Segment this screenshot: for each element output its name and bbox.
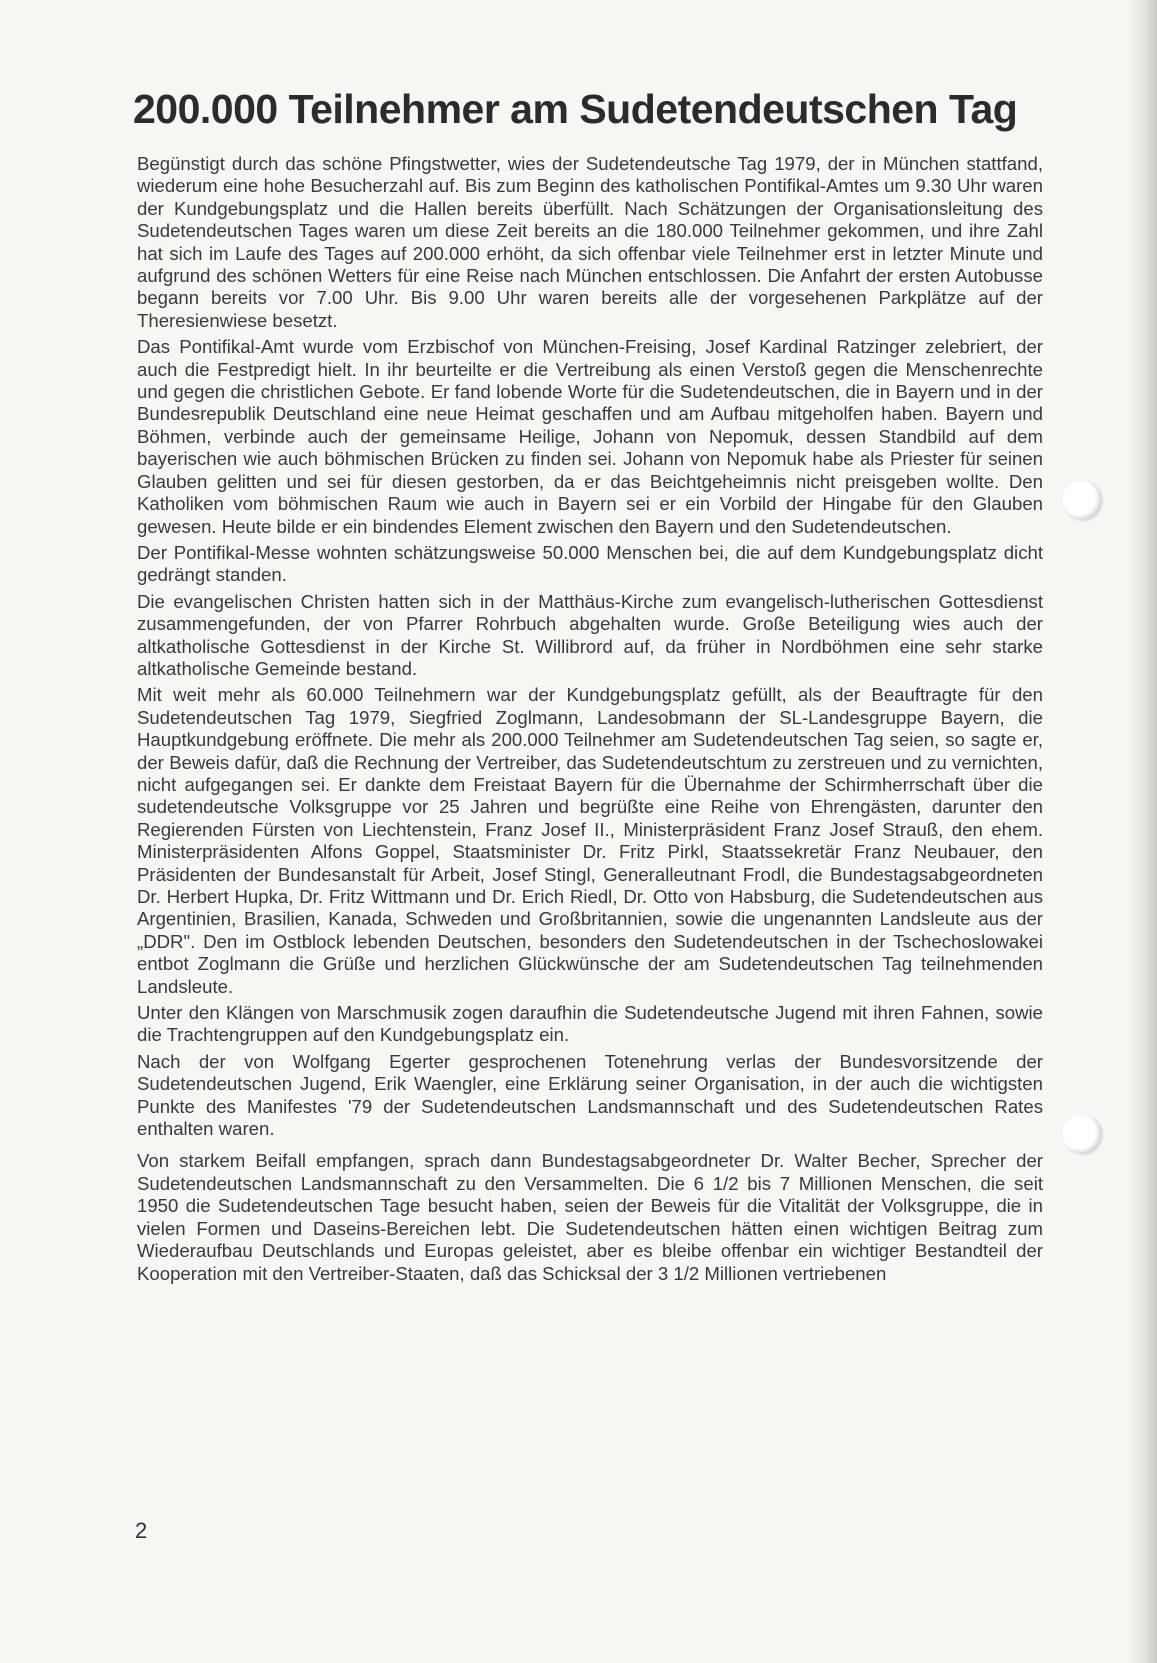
page-number: 2 — [135, 1518, 148, 1543]
paragraph-5: Mit weit mehr als 60.000 Teilnehmern war der Kundgebungsplatz gefüllt, als der Beauftragte für den Sudetendeutschen Tag 1979, Siegfried Zoglmann, Landesobmann der SL-Landesgruppe Bayern, die Hauptkundgebung eröffnete. Die mehr als 200.000 Teilnehmer am Sudetendeutschen Tag seien, so sagte er, der Beweis dafür, daß die Rechnung der Vertreiber, das Sudetendeutschtum zu zerstreuen und zu vernichten, nicht aufgegangen sei. Er dankte dem Freistaat Bayern für die Übernahme der Schirmherrschaft über die sudetendeutsche Volksgruppe vor 25 Jahren und begrüßte eine Reihe von Ehrengästen, darunter den Regierenden Fürsten von Liechtenstein, Franz Josef II., Ministerpräsident Franz Josef Strauß, den ehem. Ministerpräsidenten Alfons Goppel, Staatsminister Dr. Fritz Pirkl, Staatssekretär Franz Neubauer, den Präsidenten der Bundesanstalt für Arbeit, Josef Stingl, Generalleutnant Frodl, die Bundestagsabgeordneten Dr. Herbert Hupka, Dr. Fritz Wittmann und Dr. Erich Riedl, Dr. Otto von Habsburg, die Sudetendeutschen aus Argentinien, Brasilien, Kanada, Schweden und Großbritannien, sowie die ungenannten Landsleute aus der „DDR". Den im Ostblock lebenden Deutschen, besonders den Sudetendeutschen in der Tschechoslowakei entbot Zoglmann die Grüße und herzlichen Glückwünsche der am Sudetendeutschen Tag teilnehmenden Landsleute. — [137, 684, 1043, 997]
paragraph-4: Die evangelischen Christen hatten sich in der Matthäus-Kirche zum evangelisch-lutherischen Gottesdienst zusammengefunden, der von Pfarrer Rohrbuch abgehalten wurde. Große Beteiligung wies auch der altkatholische Gottesdienst in der Kirche St. Willibrord auf, da früher in Nordböhmen eine sehr starke altkatholische Gemeinde bestand. — [137, 590, 1043, 679]
paragraph-2: Das Pontifikal-Amt wurde vom Erzbischof von München-Freising, Josef Kardinal Ratzinger zelebriert, der auch die Festpredigt hielt. In ihr beurteilte er die Vertreibung als einen Verstoß gegen die Menschenrechte und gegen die christlichen Gebote. Er fand lobende Worte für die Sudetendeutschen, die in Bayern und in der Bundesrepublik Deutschland eine neue Heimat geschaffen und am Aufbau mitgeholfen haben. Bayern und Böhmen, verbinde auch der gemeinsame Heilige, Johann von Nepomuk, dessen Standbild auf dem bayerischen wie auch böhmischen Brücken zu finden sei. Johann von Nepomuk habe als Priester für seinen Glauben gelitten und sei für diesen gestorben, da er das Beichtgeheimnis nicht preisgeben wollte. Den Katholiken vom böhmischen Raum wie auch in Bayern sei er ein Vorbild der Hingabe für den Glauben gewesen. Heute bilde er ein bindendes Element zwischen den Bayern und den Sudetendeutschen. — [137, 336, 1043, 537]
article-title: 200.000 Teilnehmer am Sudetendeutschen Tag — [133, 86, 1018, 132]
punch-hole-icon — [1062, 1114, 1102, 1154]
paragraph-3: Der Pontifikal-Messe wohnten schätzungsweise 50.000 Menschen bei, die auf dem Kundgebungsplatz dicht gedrängt standen. — [137, 541, 1043, 586]
punch-hole-icon — [1062, 480, 1102, 520]
page-edge-shadow — [1127, 0, 1157, 1663]
paragraph-6: Unter den Klängen von Marschmusik zogen daraufhin die Sudetendeutsche Jugend mit ihren Fahnen, sowie die Trachtengruppen auf den Kundgebungsplatz ein. — [137, 1002, 1043, 1046]
paragraph-8: Von starkem Beifall empfangen, sprach dann Bundestagsabgeordneter Dr. Walter Becher, Sprecher der Sudetendeutschen Landsmannschaft zu den Versammelten. Die 6 1/2 bis 7 Millionen Menschen, die seit 1950 die Sudetendeutschen Tage besucht haben, seien der Beweis für die Vitalität der Volksgruppe, die in vielen Formen und Daseins-Bereichen lebt. Die Sudetendeutschen hätten einen wichtigen Beitrag zum Wiederaufbau Deutschlands und Europas geleistet, aber es bleibe offenbar ein wichtiger Bestandteil der Kooperation mit den Vertreiber-Staaten, daß das Schicksal der 3 1/2 Millionen vertriebenen — [137, 1150, 1043, 1284]
paragraph-7: Nach der von Wolfgang Egerter gesprochenen Totenehrung verlas der Bundesvorsitzende der Sudetendeutschen Jugend, Erik Waengler, eine Erklärung seiner Organisation, in der auch die wichtigsten Punkte des Manifestes '79 der Sudetendeutschen Landsmannschaft und des Sudetendeutschen Rates enthalten waren. — [137, 1050, 1043, 1140]
paragraph-1: Begünstigt durch das schöne Pfingstwetter, wies der Sudetendeutsche Tag 1979, der in München stattfand, wiederum eine hohe Besucherzahl auf. Bis zum Beginn des katholischen Pontifikal-Amtes um 9.30 Uhr waren der Kundgebungsplatz und die Hallen bereits überfüllt. Nach Schätzungen der Organisationsleitung des Sudetendeutschen Tages waren um diese Zeit bereits an die 180.000 Teilnehmer gekommen, und ihre Zahl hat sich im Laufe des Tages auf 200.000 erhöht, da sich offenbar viele Teilnehmer erst in letzter Minute und aufgrund des schönen Wetters für eine Reise nach München entschlossen. Die Anfahrt der ersten Autobusse begann bereits vor 7.00 Uhr. Bis 9.00 Uhr waren bereits alle der vorgesehenen Parkplätze auf der Theresienwiese besetzt. — [137, 153, 1043, 331]
article-body — [137, 153, 1043, 1289]
